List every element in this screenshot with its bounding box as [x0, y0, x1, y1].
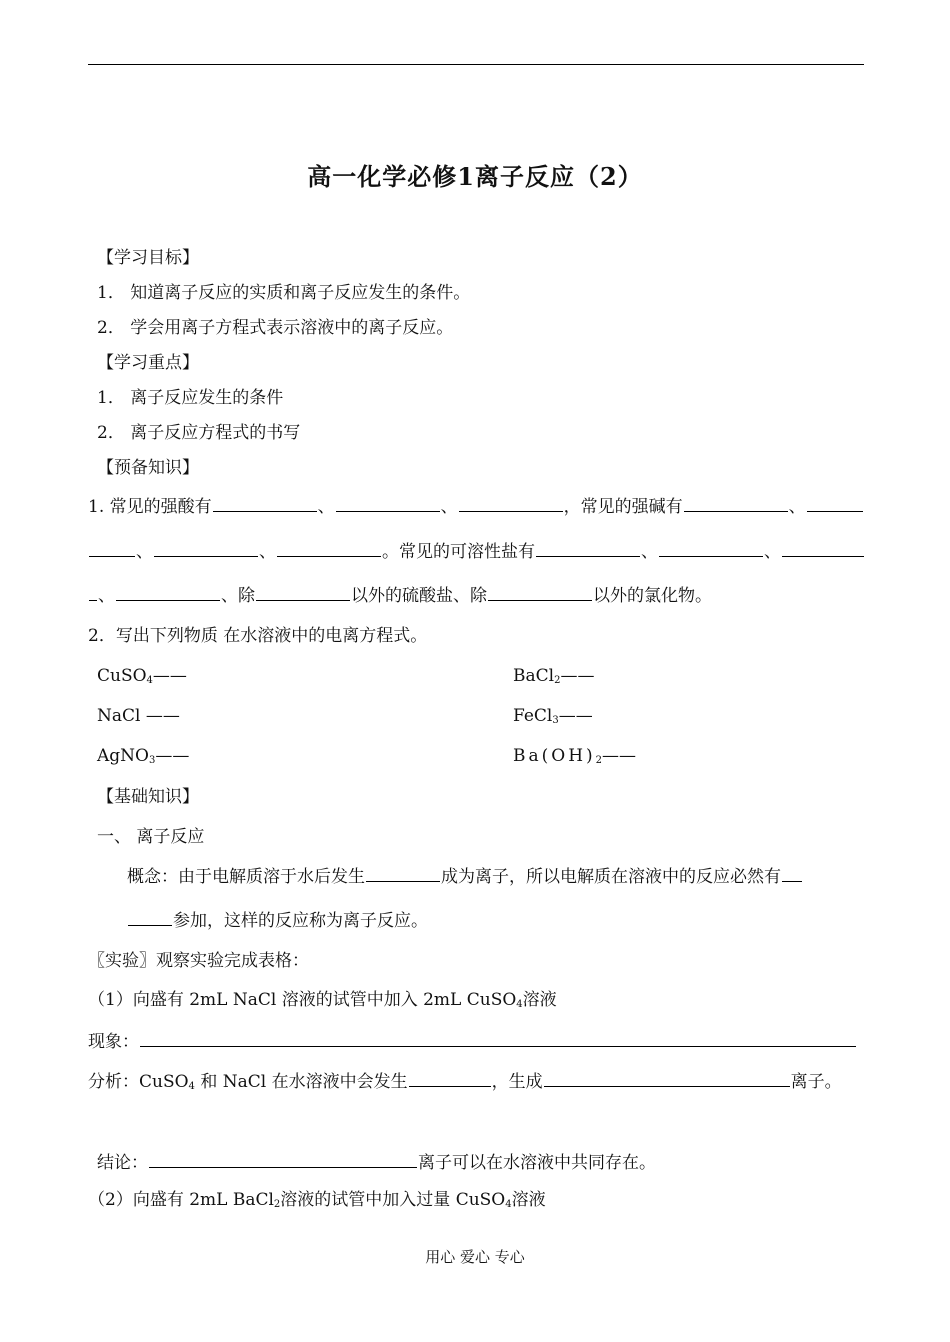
analysis-line: [88, 1069, 842, 1099]
dash: ——: [560, 666, 595, 686]
formula: Ba(OH): [513, 746, 596, 766]
focus-item-2: 2． 离子反应方程式的书写: [97, 423, 301, 443]
eq-cuso4: [97, 664, 187, 693]
fill-blank[interactable]: [140, 1029, 856, 1047]
analysis-text-c: ，生成: [491, 1072, 543, 1092]
dash: ——: [602, 746, 637, 766]
dash: ——: [152, 666, 187, 686]
basics-heading: 【基础知识】: [97, 787, 199, 807]
separator: 、: [98, 586, 115, 606]
fill-blank[interactable]: [256, 583, 350, 601]
page-title: 高一化学必修1离子反应（2）: [307, 162, 643, 191]
fill-blank[interactable]: [213, 494, 317, 512]
fill-blank[interactable]: [366, 864, 440, 882]
focus-heading: 【学习重点】: [97, 353, 199, 373]
formula: FeCl: [513, 706, 553, 726]
fill-blank[interactable]: [684, 494, 788, 512]
eq-bacl2: [513, 664, 594, 693]
prep-q2: 2．写出下列物质 在水溶液中的电离方程式。: [88, 626, 428, 646]
subscript: 2: [595, 755, 603, 766]
analysis-text-a: 分析：CuSO: [88, 1072, 189, 1092]
fill-blank[interactable]: [782, 539, 864, 557]
separator: 、: [317, 497, 335, 517]
eq-agno3: [97, 744, 189, 773]
exp2-text-b: 溶液的试管中加入过量 CuSO: [280, 1190, 506, 1210]
q1-text-f: 以外的氯化物。: [593, 586, 712, 606]
header-rule: [88, 64, 864, 65]
subscript: 4: [505, 1199, 512, 1210]
goal-item-2: 2． 学会用离子方程式表示溶液中的离子反应。: [97, 318, 454, 338]
concept-line-1: [127, 864, 803, 889]
fill-blank[interactable]: [659, 539, 763, 557]
eq-nacl: [97, 704, 180, 728]
subscript: 3: [552, 715, 559, 726]
dash: ——: [145, 706, 180, 726]
analysis-text-b: 和 NaCl 在水溶液中会发生: [194, 1072, 408, 1092]
section-ionic-reaction: 一、 离子反应: [97, 827, 205, 847]
separator: 、: [136, 542, 153, 562]
fill-blank[interactable]: [149, 1150, 417, 1168]
experiment-2: [88, 1188, 546, 1217]
prep-q1-line-1: [88, 494, 864, 519]
fill-blank[interactable]: [89, 539, 135, 557]
subscript: 4: [188, 1081, 195, 1092]
fill-blank[interactable]: [536, 539, 640, 557]
goal-item-1: 1． 知道离子反应的实质和离子反应发生的条件。: [97, 283, 471, 303]
q1-text-a: 1. 常见的强酸有: [88, 497, 212, 517]
fill-blank[interactable]: [544, 1069, 790, 1087]
concept-text-b: 成为离子，所以电解质在溶液中的反应必然有: [441, 867, 781, 887]
exp2-text-c: 溶液: [511, 1190, 546, 1210]
prep-q1-line-2: [88, 539, 865, 564]
formula: AgNO: [97, 746, 149, 766]
formula: CuSO: [97, 666, 147, 686]
q1-text-e: 以外的硫酸盐、除: [351, 586, 487, 606]
subscript: 4: [146, 675, 153, 686]
conclusion-line: [97, 1150, 656, 1175]
q1-text-d: 、除: [221, 586, 255, 606]
formula: NaCl: [97, 706, 146, 726]
separator: 、: [641, 542, 658, 562]
separator: 、: [788, 497, 806, 517]
exp1-text-end: 溶液: [522, 990, 557, 1010]
subscript: 2: [554, 675, 561, 686]
subscript: 4: [516, 999, 523, 1010]
conclusion-text: 离子可以在水溶液中共同存在。: [418, 1153, 656, 1173]
dash: ——: [155, 746, 190, 766]
separator: 、: [764, 542, 781, 562]
prep-heading: 【预备知识】: [97, 458, 199, 478]
experiment-1: [88, 988, 557, 1017]
fill-blank[interactable]: [782, 864, 802, 882]
concept-line-2: [127, 908, 428, 933]
page-footer: 用心 爱心 专心: [425, 1248, 525, 1266]
fill-blank[interactable]: [277, 539, 381, 557]
subscript: 3: [148, 755, 156, 766]
fill-blank[interactable]: [459, 494, 563, 512]
separator: 、: [259, 542, 276, 562]
separator: 、: [440, 497, 458, 517]
fill-blank[interactable]: [807, 494, 863, 512]
fill-blank[interactable]: [336, 494, 440, 512]
exp2-text-a: （2）向盛有 2mL BaCl: [88, 1190, 274, 1210]
phenomenon-line: [88, 1029, 857, 1054]
eq-baoh2: [513, 744, 636, 773]
concept-text-a: 概念：由于电解质溶于水后发生: [127, 867, 365, 887]
conclusion-label: 结论：: [97, 1153, 148, 1173]
q1-text-b: ，常见的强碱有: [563, 497, 683, 517]
dash: ——: [558, 706, 593, 726]
formula: BaCl: [513, 666, 555, 686]
subscript: 2: [273, 1199, 281, 1210]
concept-text-c: 参加，这样的反应称为离子反应。: [173, 911, 428, 931]
exp1-text: （1）向盛有 2mL NaCl 溶液的试管中加入 2mL CuSO: [88, 990, 517, 1010]
focus-item-1: 1． 离子反应发生的条件: [97, 388, 284, 408]
goals-heading: 【学习目标】: [97, 248, 199, 268]
fill-blank[interactable]: [116, 583, 220, 601]
prep-q1-line-3: [88, 583, 712, 608]
analysis-text-d: 离子。: [790, 1072, 842, 1092]
fill-blank[interactable]: [89, 583, 97, 601]
phenomenon-label: 现象：: [88, 1032, 139, 1052]
fill-blank[interactable]: [128, 908, 172, 926]
eq-fecl3: [513, 704, 593, 733]
q1-text-c: 。常见的可溶性盐有: [382, 542, 535, 562]
fill-blank[interactable]: [409, 1069, 491, 1087]
fill-blank[interactable]: [488, 583, 592, 601]
fill-blank[interactable]: [154, 539, 258, 557]
experiment-intro: 〖实验〗观察实验完成表格：: [88, 951, 309, 971]
